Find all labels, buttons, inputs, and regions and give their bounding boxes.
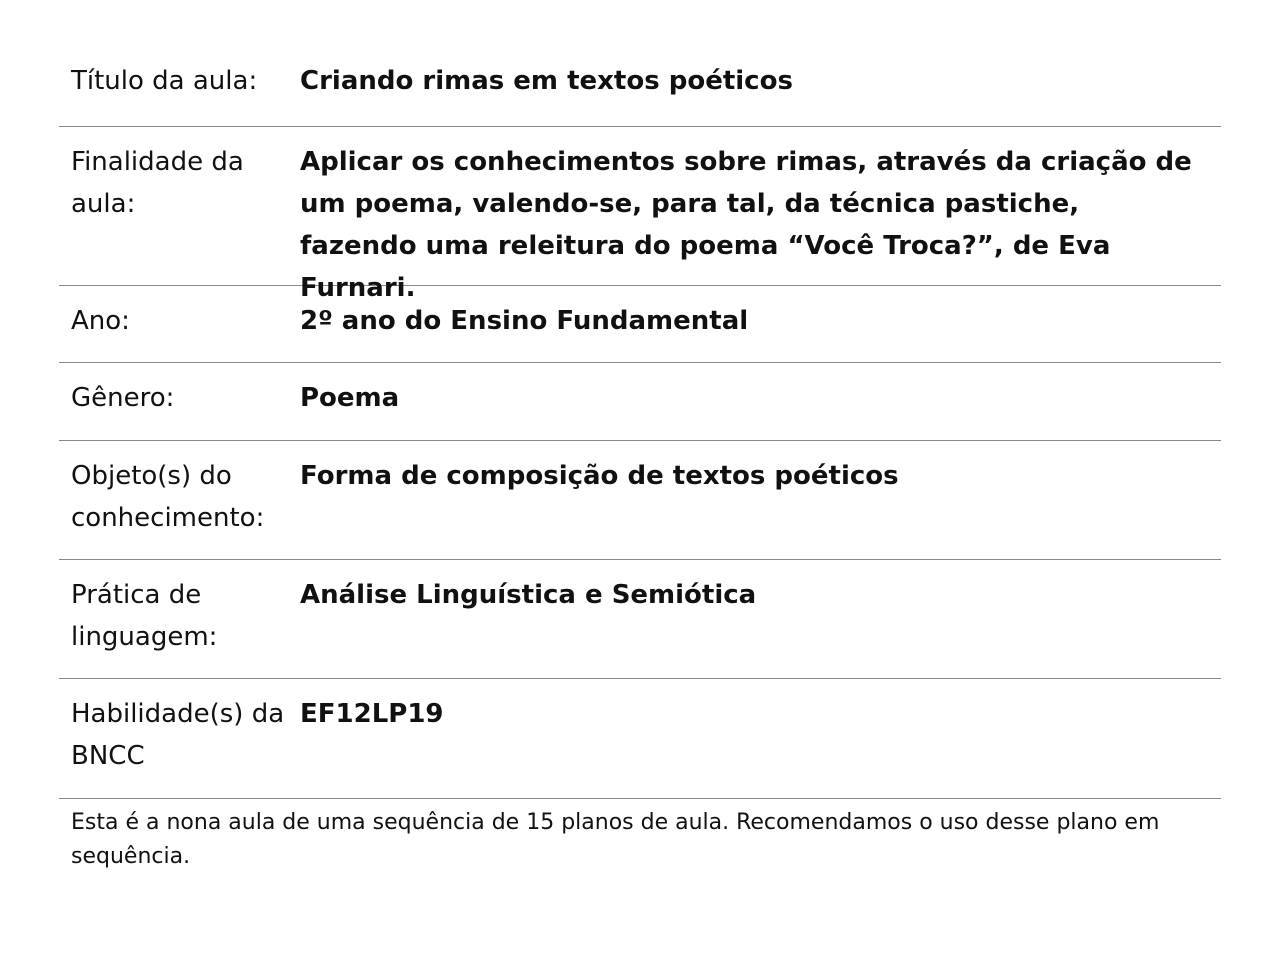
row-knowledge-objects <box>59 441 1221 560</box>
row-value: 2º ano do Ensino Fundamental <box>300 306 749 336</box>
row-label: Objeto(s) do conhecimento: <box>71 461 265 533</box>
row-value: Análise Linguística e Semiótica <box>300 580 757 610</box>
row-value: Criando rimas em textos poéticos <box>300 66 793 96</box>
row-year <box>59 286 1221 363</box>
row-value: Aplicar os conhecimentos sobre rimas, através da criação de um poema, valendo-se, para tal, da técnica pastiche, fazendo uma releitura do poema “Você Troca?”, de Eva Furnari. <box>300 147 1192 303</box>
row-bncc-skills <box>59 679 1221 799</box>
row-label: Ano: <box>71 306 130 336</box>
row-lesson-purpose <box>59 127 1221 303</box>
row-value: Poema <box>300 383 400 413</box>
row-lesson-title <box>59 46 1221 127</box>
row-label: Gênero: <box>71 383 175 413</box>
lesson-plan-table <box>59 46 1221 799</box>
row-label: Prática de linguagem: <box>71 580 218 652</box>
row-label: Finalidade da aula: <box>71 147 244 219</box>
row-label: Título da aula: <box>71 66 258 96</box>
row-genre <box>59 363 1221 441</box>
sequence-footnote: Esta é a nona aula de uma sequência de 15 planos de aula. Recomendamos o uso desse plano em sequência. <box>71 810 1160 869</box>
row-language-practice <box>59 560 1221 679</box>
row-value: EF12LP19 <box>300 699 444 729</box>
row-label: Habilidade(s) da BNCC <box>71 699 285 771</box>
row-value: Forma de composição de textos poéticos <box>300 461 899 491</box>
